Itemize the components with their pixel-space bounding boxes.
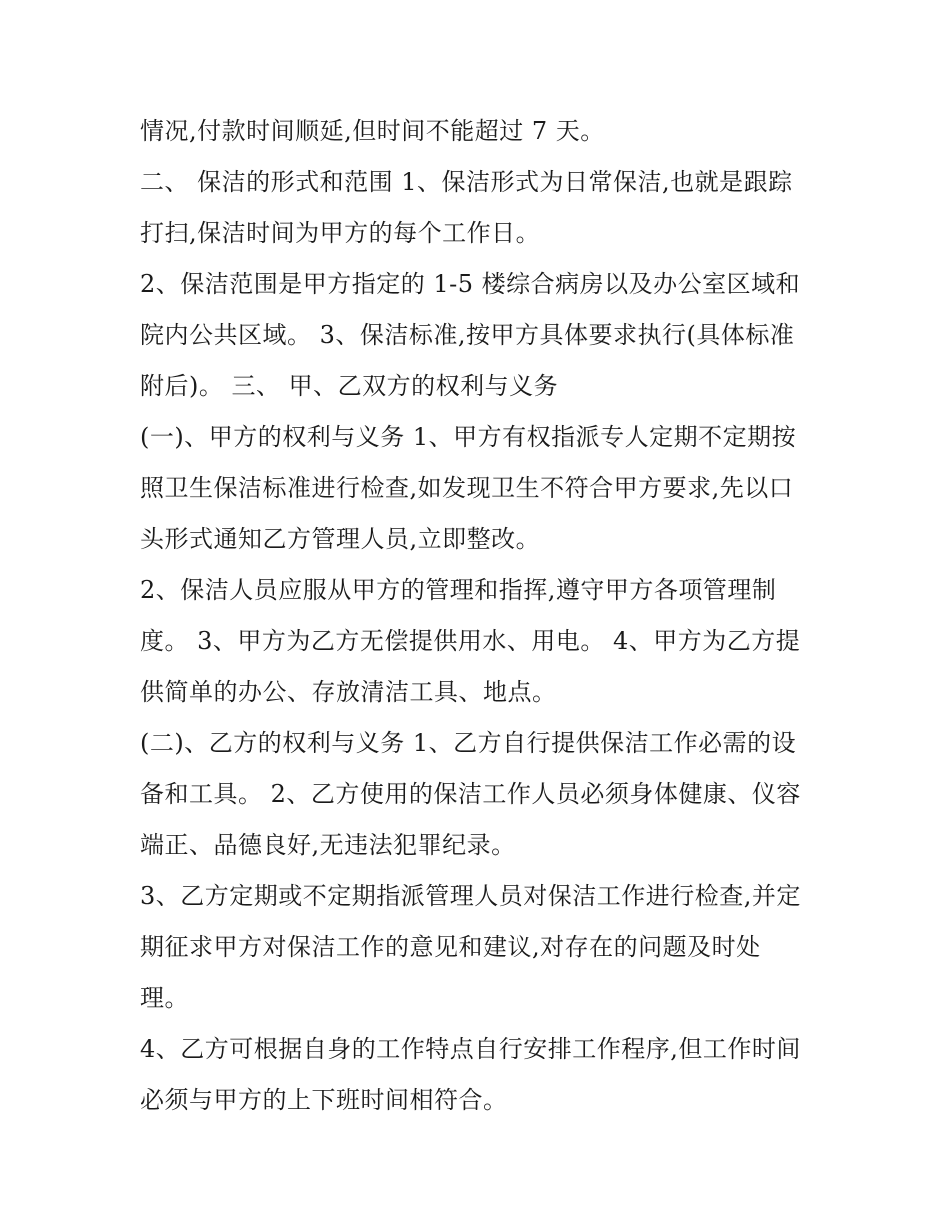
document-body: [140, 106, 820, 1126]
text-line: 头形式通知乙方管理人员,立即整改。: [140, 525, 541, 553]
text-line: 二、 保洁的形式和范围 1、保洁形式为日常保洁,也就是跟踪: [140, 168, 793, 196]
text-line: 照卫生保洁标准进行检查,如发现卫生不符合甲方要求,先以口: [140, 474, 794, 502]
text-line: 端正、品德良好,无违法犯罪纪录。: [140, 831, 516, 859]
text-line: 3、乙方定期或不定期指派管理人员对保洁工作进行检查,并定: [140, 882, 801, 910]
text-line: 必须与甲方的上下班时间相符合。: [140, 1086, 508, 1114]
text-line: 供简单的办公、存放清洁工具、地点。: [140, 678, 557, 706]
text-line: 理。: [140, 984, 189, 1012]
text-line: 2、保洁范围是甲方指定的 1-5 楼综合病房以及办公室区域和: [140, 270, 801, 298]
text-line: 情况,付款时间顺延,但时间不能超过 7 天。: [140, 117, 605, 145]
text-line: 打扫,保洁时间为甲方的每个工作日。: [140, 219, 541, 247]
text-line: 附后)。 三、 甲、乙双方的权利与义务: [140, 372, 559, 400]
text-line: 院内公共区域。 3、保洁标准,按甲方具体要求执行(具体标准: [140, 321, 795, 349]
text-line: 期征求甲方对保洁工作的意见和建议,对存在的问题及时处: [140, 933, 761, 961]
text-line: 2、保洁人员应服从甲方的管理和指挥,遵守甲方各项管理制: [140, 576, 777, 604]
text-line: (一)、甲方的权利与义务 1、甲方有权指派专人定期不定期按: [140, 423, 797, 451]
text-line: 度。 3、甲方为乙方无偿提供用水、用电。 4、甲方为乙方提: [140, 627, 801, 655]
text-line: 4、乙方可根据自身的工作特点自行安排工作程序,但工作时间: [140, 1035, 801, 1063]
text-line: (二)、乙方的权利与义务 1、乙方自行提供保洁工作必需的设: [140, 729, 797, 757]
text-line: 备和工具。 2、乙方使用的保洁工作人员必须身体健康、仪容: [140, 780, 801, 808]
